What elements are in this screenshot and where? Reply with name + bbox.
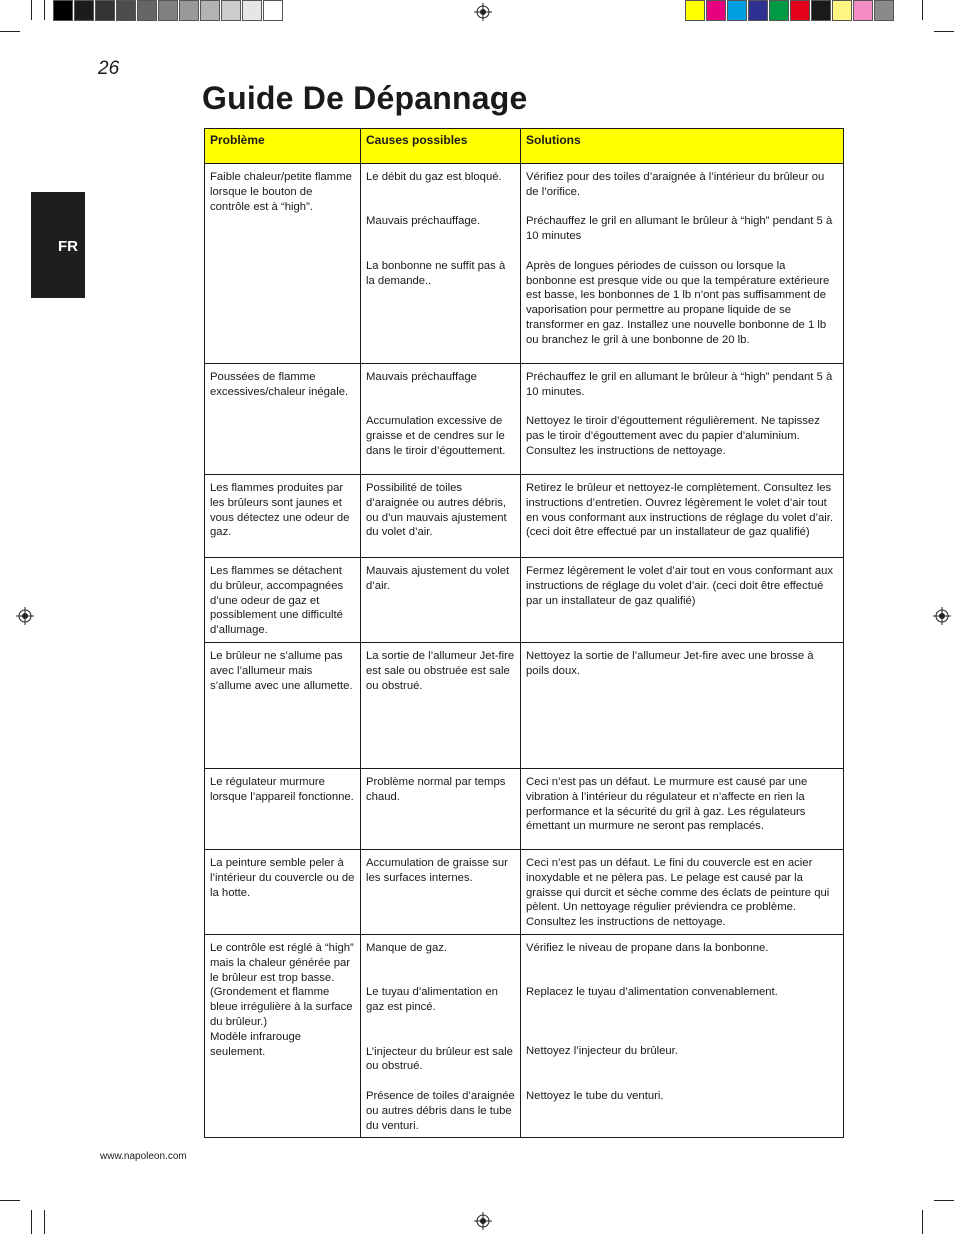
table-row: [205, 642, 844, 768]
crop-mark: [0, 1200, 20, 1201]
solution-text: Nettoyez le tube du venturi.: [526, 1089, 664, 1102]
solutions-cell: [521, 364, 844, 475]
solution-text: Préchauffez le gril en allumant le brûleur à “high” pendant 5 à 10 minutes.: [526, 371, 833, 398]
solutions-cell: [521, 934, 844, 1137]
language-tab-label: FR: [58, 238, 78, 255]
cause-text: L’injecteur du brûleur est sale ou obstrué.: [366, 1045, 513, 1073]
language-tab: [31, 192, 85, 298]
problem-cell: Poussées de flamme excessives/chaleur inégale.: [205, 364, 361, 475]
problem-note: Modèle infrarouge seulement.: [210, 1030, 302, 1058]
table-header-row: [205, 129, 844, 164]
table-row: [205, 849, 844, 934]
solution-text: Nettoyez la sortie de l’allumeur Jet-fire avec une brosse à poils doux.: [526, 649, 814, 677]
color-swatch: [685, 0, 705, 21]
gray-swatch: [53, 0, 73, 21]
cause-text: La sortie de l’allumeur Jet-fire est sale ou obstruée est sale ou obstrué.: [366, 649, 515, 692]
solution-text: Nettoyez le tiroir d’égouttement régulièrement. Ne tapissez pas le tiroir d’égouttement avec du papier d’aluminium. Consultez les instructions de nettoyage.: [526, 415, 820, 457]
solution-text: Vérifiez le niveau de propane dans la bonbonne.: [526, 941, 769, 954]
crop-mark: [0, 31, 20, 32]
cause-text: Mauvais ajustement du volet d’air.: [366, 565, 510, 592]
problem-cell: Le régulateur murmure lorsque l’appareil fonctionne.: [205, 768, 361, 849]
color-swatch: [874, 0, 894, 21]
footer-url: www.napoleon.com: [100, 1151, 187, 1162]
problem-cell: Le brûleur ne s’allume pas avec l’allumeur mais s’allume avec une allumette.: [205, 642, 361, 768]
table-row: [205, 475, 844, 558]
solution-text: Préchauffez le gril en allumant le brûleur à “high” pendant 5 à 10 minutes: [526, 215, 833, 243]
table-row: [205, 164, 844, 364]
color-swatch: [727, 0, 747, 21]
crop-mark: [934, 31, 954, 32]
cause-text: Possibilité de toiles d’araignée ou autres débris, ou d’un mauvais ajustement du volet d’air.: [366, 482, 507, 539]
causes-cell: [361, 475, 521, 558]
cause-text: Accumulation excessive de graisse et de cendres sur le dans le tiroir d’égouttement.: [366, 415, 506, 457]
table-row: [205, 364, 844, 475]
registration-mark-icon: [474, 3, 492, 21]
header-causes: Causes possibles: [361, 129, 521, 164]
solution-text: Après de longues périodes de cuisson ou lorsque la bonbonne est presque vide ou que la température extérieure est basse, les bonbonnes de 1 lb n’ont pas suffisamment de vaporisation pour permettre au propane liquide de se transformer en gaz. Installez une nouvelle bonbonne de 1 lb ou branchez le gril à une bonbonne de 20 lb.: [526, 259, 830, 346]
cause-text: Mauvais préchauffage.: [366, 215, 481, 228]
solutions-cell: [521, 164, 844, 364]
problem-cell: Les flammes se détachent du brûleur, accompagnées d’une odeur de gaz et possiblement une difficulté d’allumage.: [205, 558, 361, 643]
problem-cell: Les flammes produites par les brûleurs sont jaunes et vous détectez une odeur de gaz.: [205, 475, 361, 558]
solutions-cell: [521, 768, 844, 849]
registration-mark-icon: [933, 607, 951, 625]
color-swatch: [706, 0, 726, 21]
problem-cell: La peinture semble peler à l’intérieur du couvercle ou de la hotte.: [205, 849, 361, 934]
solution-text: Replacez le tuyau d’alimentation convenablement.: [526, 986, 778, 999]
gray-swatch: [158, 0, 178, 21]
cause-text: Problème normal par temps chaud.: [366, 775, 506, 803]
causes-cell: [361, 849, 521, 934]
crop-mark: [44, 0, 45, 20]
causes-cell: [361, 642, 521, 768]
gray-swatch: [137, 0, 157, 21]
solutions-cell: [521, 849, 844, 934]
causes-cell: [361, 768, 521, 849]
gray-swatch: [179, 0, 199, 21]
crop-mark: [31, 0, 32, 20]
page-title: Guide De Dépannage: [202, 80, 528, 116]
gray-swatch: [116, 0, 136, 21]
cause-text: Présence de toiles d’araignée ou autres débris dans le tube du venturi.: [366, 1089, 515, 1132]
crop-mark: [934, 1200, 954, 1201]
crop-mark: [922, 0, 923, 20]
cause-text: Accumulation de graisse sur les surfaces internes.: [366, 856, 508, 884]
solution-text: Vérifiez pour des toiles d’araignée à l’intérieur du brûleur ou de l’orifice.: [526, 171, 825, 198]
color-swatch: [769, 0, 789, 21]
solution-text: Ceci n’est pas un défaut. Le murmure est causé par une vibration à l’intérieur du régulateur et n’affecte en rien la performance et la sécurité du gril à gaz. Les régulateurs émettant un murmure ne seront pas remplacés.: [526, 775, 808, 833]
color-swatch: [748, 0, 768, 21]
cause-text: Manque de gaz.: [366, 941, 448, 954]
solution-text: Retirez le brûleur et nettoyez-le complètement. Consultez les instructions d’entretien. Ouvrez légèrement le volet d’air tout en vous conformant aux instructions de réglage du volet d’air. (ceci doit être effectué par un installateur de gaz qualifié): [526, 482, 834, 539]
gray-swatch: [263, 0, 283, 21]
problem-cell: Faible chaleur/petite flamme lorsque le bouton de contrôle est à “high”.: [205, 164, 361, 364]
crop-mark: [31, 1210, 32, 1234]
table-row: [205, 768, 844, 849]
solutions-cell: [521, 642, 844, 768]
solution-text: Fermez légèrement le volet d’air tout en vous conformant aux instructions de réglage du volet d’air. (ceci doit être effectué par un installateur de gaz qualifié): [526, 565, 834, 607]
gray-swatch: [242, 0, 262, 21]
gray-swatch: [221, 0, 241, 21]
gray-swatch: [200, 0, 220, 21]
cause-text: Le tuyau d’alimentation en gaz est pincé.: [366, 986, 498, 1014]
gray-swatch: [95, 0, 115, 21]
cause-text: Le débit du gaz est bloqué.: [366, 171, 502, 183]
gray-swatch: [74, 0, 94, 21]
header-solutions: Solutions: [521, 129, 844, 164]
solution-text: Nettoyez l’injecteur du brûleur.: [526, 1045, 678, 1058]
problem-cell: [205, 934, 361, 1137]
page-number: 26: [98, 58, 120, 79]
solutions-cell: [521, 558, 844, 643]
solution-text: Ceci n’est pas un défaut. Le fini du couvercle est en acier inoxydable et ne pèlera pas. Le pelage est causé par la graisse qui durcit et sèche comme des éclats de peinture qui pèlent. Un nettoyage régulier préviendra ce problème. Consultez les instructions de nettoyage.: [526, 856, 830, 929]
cause-text: Mauvais préchauffage: [366, 371, 477, 383]
header-problem: Problème: [205, 129, 361, 164]
causes-cell: [361, 364, 521, 475]
troubleshooting-table: [204, 128, 844, 1138]
problem-text: Le contrôle est réglé à “high” mais la chaleur générée par le brûleur est trop basse. (Grondement et flamme bleue irrégulière à la surface du brûleur.): [210, 941, 354, 1028]
causes-cell: [361, 558, 521, 643]
crop-mark: [922, 1210, 923, 1234]
color-swatch: [790, 0, 810, 21]
registration-mark-icon: [474, 1212, 492, 1230]
color-swatch: [811, 0, 831, 21]
registration-mark-icon: [16, 607, 34, 625]
causes-cell: [361, 164, 521, 364]
table-row: [205, 934, 844, 1137]
color-swatch: [832, 0, 852, 21]
solutions-cell: [521, 475, 844, 558]
crop-mark: [44, 1210, 45, 1234]
color-swatch: [853, 0, 873, 21]
table-row: [205, 558, 844, 643]
cause-text: La bonbonne ne suffit pas à la demande..: [366, 259, 506, 287]
causes-cell: [361, 934, 521, 1137]
